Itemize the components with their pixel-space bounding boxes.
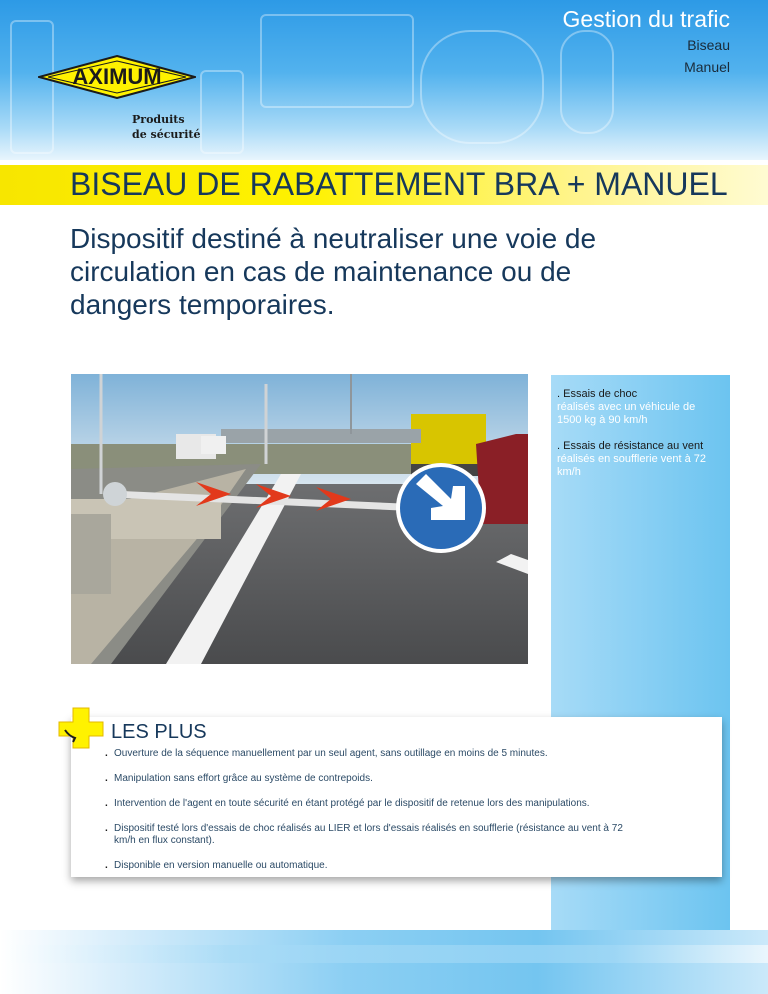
list-item [105,823,645,847]
logo-text: AXIMUM [72,64,162,89]
list-item [105,748,645,760]
category-title: Gestion du trafic [562,6,730,32]
list-item-text: Dispositif testé lors d'essais de choc réalisés au LIER et lors d'essais réalisés en soufflerie (résistance au vent à 72 km/h en flux constant). [114,823,623,846]
advantages-title: LES PLUS [111,721,207,743]
brand-tagline [132,112,200,142]
list-bullet: . [105,773,108,784]
list-bullet: . [105,860,108,871]
spec-bullet: . [557,440,561,452]
spec-item [557,388,717,427]
product-photo [71,374,528,664]
background-silhouette [420,30,544,144]
list-item-text: Intervention de l'agent en toute sécurité en étant protégé par le dispositif de retenue lors des manipulations. [114,798,590,809]
spec-body: réalisés avec un véhicule de 1500 kg à 90 km/h [557,401,696,426]
spec-heading: Essais de choc [563,388,638,400]
list-item [105,798,645,810]
list-item-text: Manipulation sans effort grâce au système de contrepoids. [114,773,373,784]
background-silhouette [560,30,614,134]
list-item-text: Disponible en version manuelle ou automatique. [114,860,328,871]
background-silhouette [260,14,414,108]
highway-scene-illustration [71,374,528,664]
list-bullet: . [105,823,108,834]
list-item-text: Ouverture de la séquence manuellement par un seul agent, sans outillage en moins de 5 minutes. [114,748,548,759]
spec-body: réalisés en soufflerie vent à 72 km/h [557,453,706,478]
tagline-line-2: de sécurité [132,128,201,141]
spec-bullet: . [557,388,561,400]
spec-item [557,440,707,479]
plus-icon [57,706,105,750]
intro-text: Dispositif destiné à neutraliser une voie de circulation en cas de maintenance ou de dangers temporaires. [70,223,597,320]
category-subtitle-2: Manuel [684,59,730,75]
background-silhouette [200,70,244,154]
list-item [105,773,645,785]
advantages-list [105,748,645,885]
tagline-line-1: Produits [132,113,185,126]
list-bullet: . [105,748,108,759]
category-subtitle: Biseau [687,37,730,53]
spec-heading: Essais de résistance au vent [563,440,704,452]
footer-stripe [0,945,768,963]
list-item [105,860,645,872]
brand-logo [38,55,196,99]
page-title: BISEAU DE RABATTEMENT BRA + MANUEL [70,166,728,202]
list-bullet: . [105,798,108,809]
